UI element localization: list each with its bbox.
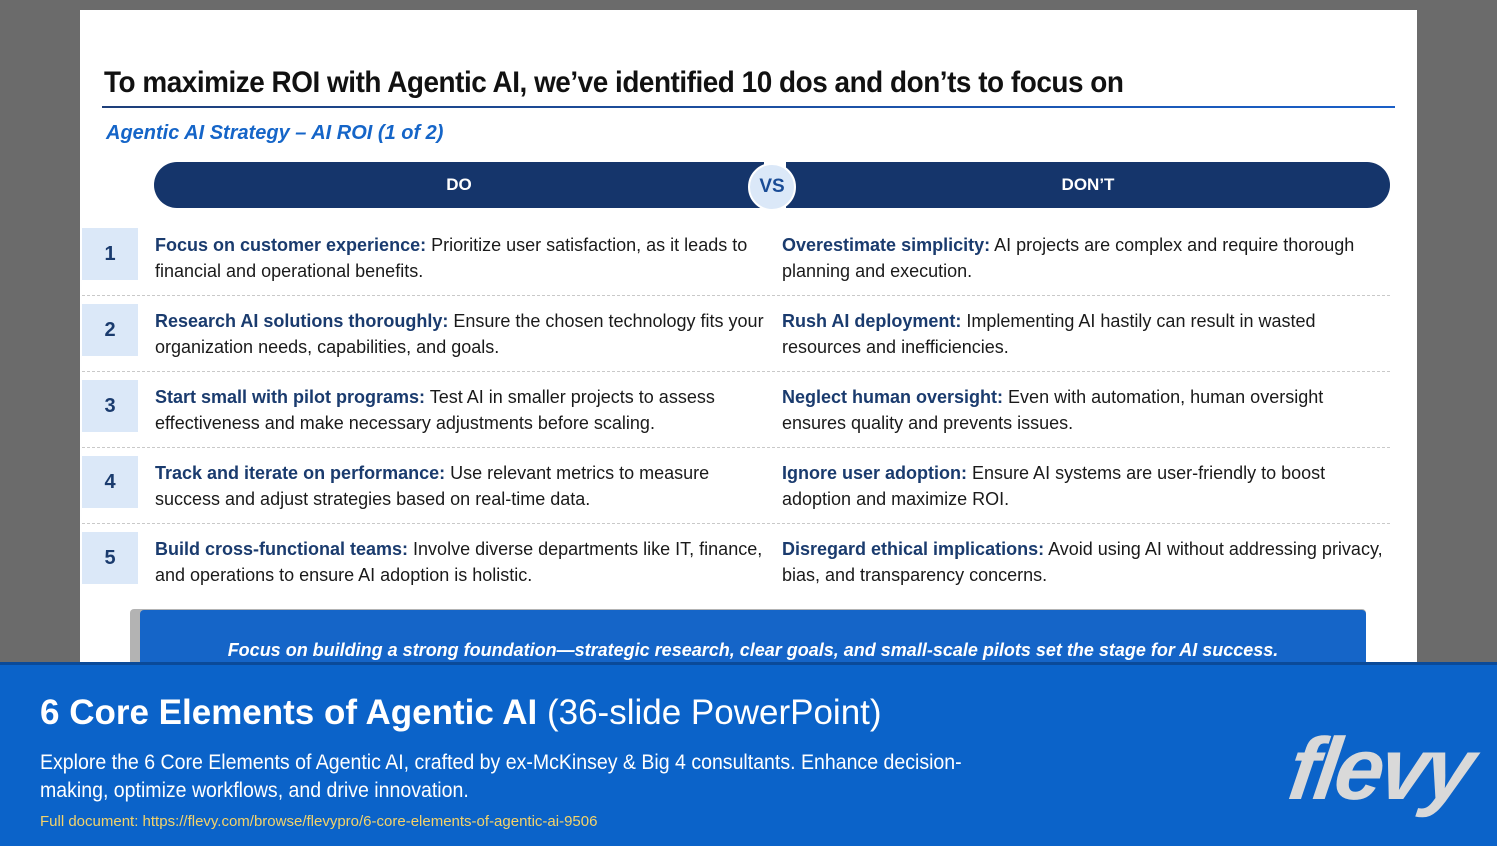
dont-title: Overestimate simplicity:	[782, 235, 991, 255]
do-cell	[155, 384, 765, 436]
dont-title: Rush AI deployment:	[782, 311, 962, 331]
do-text: Use relevant metrics to measure success and adjust strategies based on real-time data.	[155, 463, 710, 509]
title-rule	[102, 106, 1395, 108]
dont-cell	[782, 460, 1392, 512]
dont-text: Even with automation, human oversight ensures quality and prevents issues.	[782, 387, 1324, 433]
promo-banner	[0, 662, 1497, 846]
banner-description: Explore the 6 Core Elements of Agentic AI, crafted by ex-McKinsey & Big 4 consultants. Enhance decision-making, optimize workflows, and drive innovation.	[40, 751, 962, 802]
dont-cell	[782, 308, 1392, 360]
row-number: 1	[82, 228, 138, 280]
table-row	[80, 372, 1417, 448]
row-number: 4	[82, 456, 138, 508]
banner-title-bold: 6 Core Elements of Agentic AI	[40, 693, 538, 732]
dont-title: Neglect human oversight:	[782, 387, 1004, 407]
dont-text: Ensure AI systems are user-friendly to boost adoption and maximize ROI.	[782, 463, 1326, 509]
dont-title: Ignore user adoption:	[782, 463, 968, 483]
do-text: Ensure the chosen technology fits your organization needs, capabilities, and goals.	[155, 311, 764, 357]
do-text: Test AI in smaller projects to assess effectiveness and make necessary adjustments before scaling.	[155, 387, 715, 433]
table-row	[80, 296, 1417, 372]
do-text: Involve diverse departments like IT, finance, and operations to ensure AI adoption is holistic.	[155, 539, 763, 585]
do-title: Track and iterate on performance:	[155, 463, 446, 483]
do-title: Research AI solutions thoroughly:	[155, 311, 449, 331]
do-title: Build cross-functional teams:	[155, 539, 409, 559]
banner-title[interactable]	[40, 693, 882, 733]
dont-text: Avoid using AI without addressing privacy, bias, and transparency concerns.	[782, 539, 1383, 585]
do-title: Focus on customer experience:	[155, 235, 427, 255]
table-row	[80, 220, 1417, 296]
do-cell	[155, 460, 765, 512]
do-title: Start small with pilot programs:	[155, 387, 426, 407]
row-number: 3	[82, 380, 138, 432]
dont-cell	[782, 232, 1392, 284]
slide	[80, 10, 1417, 670]
dont-cell	[782, 536, 1392, 588]
slide-subtitle: Agentic AI Strategy – AI ROI (1 of 2)	[106, 122, 444, 144]
vs-badge: VS	[748, 163, 796, 211]
do-cell	[155, 308, 765, 360]
do-cell	[155, 536, 765, 588]
callout-box: Focus on building a strong foundation—strategic research, clear goals, and small-scale pilots set the stage for AI success.	[140, 610, 1366, 670]
document-link[interactable]: Full document: https://flevy.com/browse/flevypro/6-core-elements-of-agentic-ai-9506	[40, 813, 598, 830]
slide-title: To maximize ROI with Agentic AI, we’ve identified 10 dos and don’ts to focus on	[104, 66, 1124, 99]
banner-title-light: (36-slide PowerPoint)	[537, 693, 882, 732]
table-row	[80, 448, 1417, 524]
table-row	[80, 524, 1417, 600]
row-number: 5	[82, 532, 138, 584]
do-header: DO	[154, 162, 764, 208]
dont-text: Implementing AI hastily can result in wasted resources and inefficiencies.	[782, 311, 1316, 357]
row-number: 2	[82, 304, 138, 356]
flevy-logo[interactable]: flevy	[1283, 719, 1478, 818]
dont-text: AI projects are complex and require thorough planning and execution.	[782, 235, 1355, 281]
do-text: Prioritize user satisfaction, as it leads to financial and operational benefits.	[155, 235, 748, 281]
do-cell	[155, 232, 765, 284]
dont-title: Disregard ethical implications:	[782, 539, 1045, 559]
dont-header: DON’T	[786, 162, 1390, 208]
dont-cell	[782, 384, 1392, 436]
